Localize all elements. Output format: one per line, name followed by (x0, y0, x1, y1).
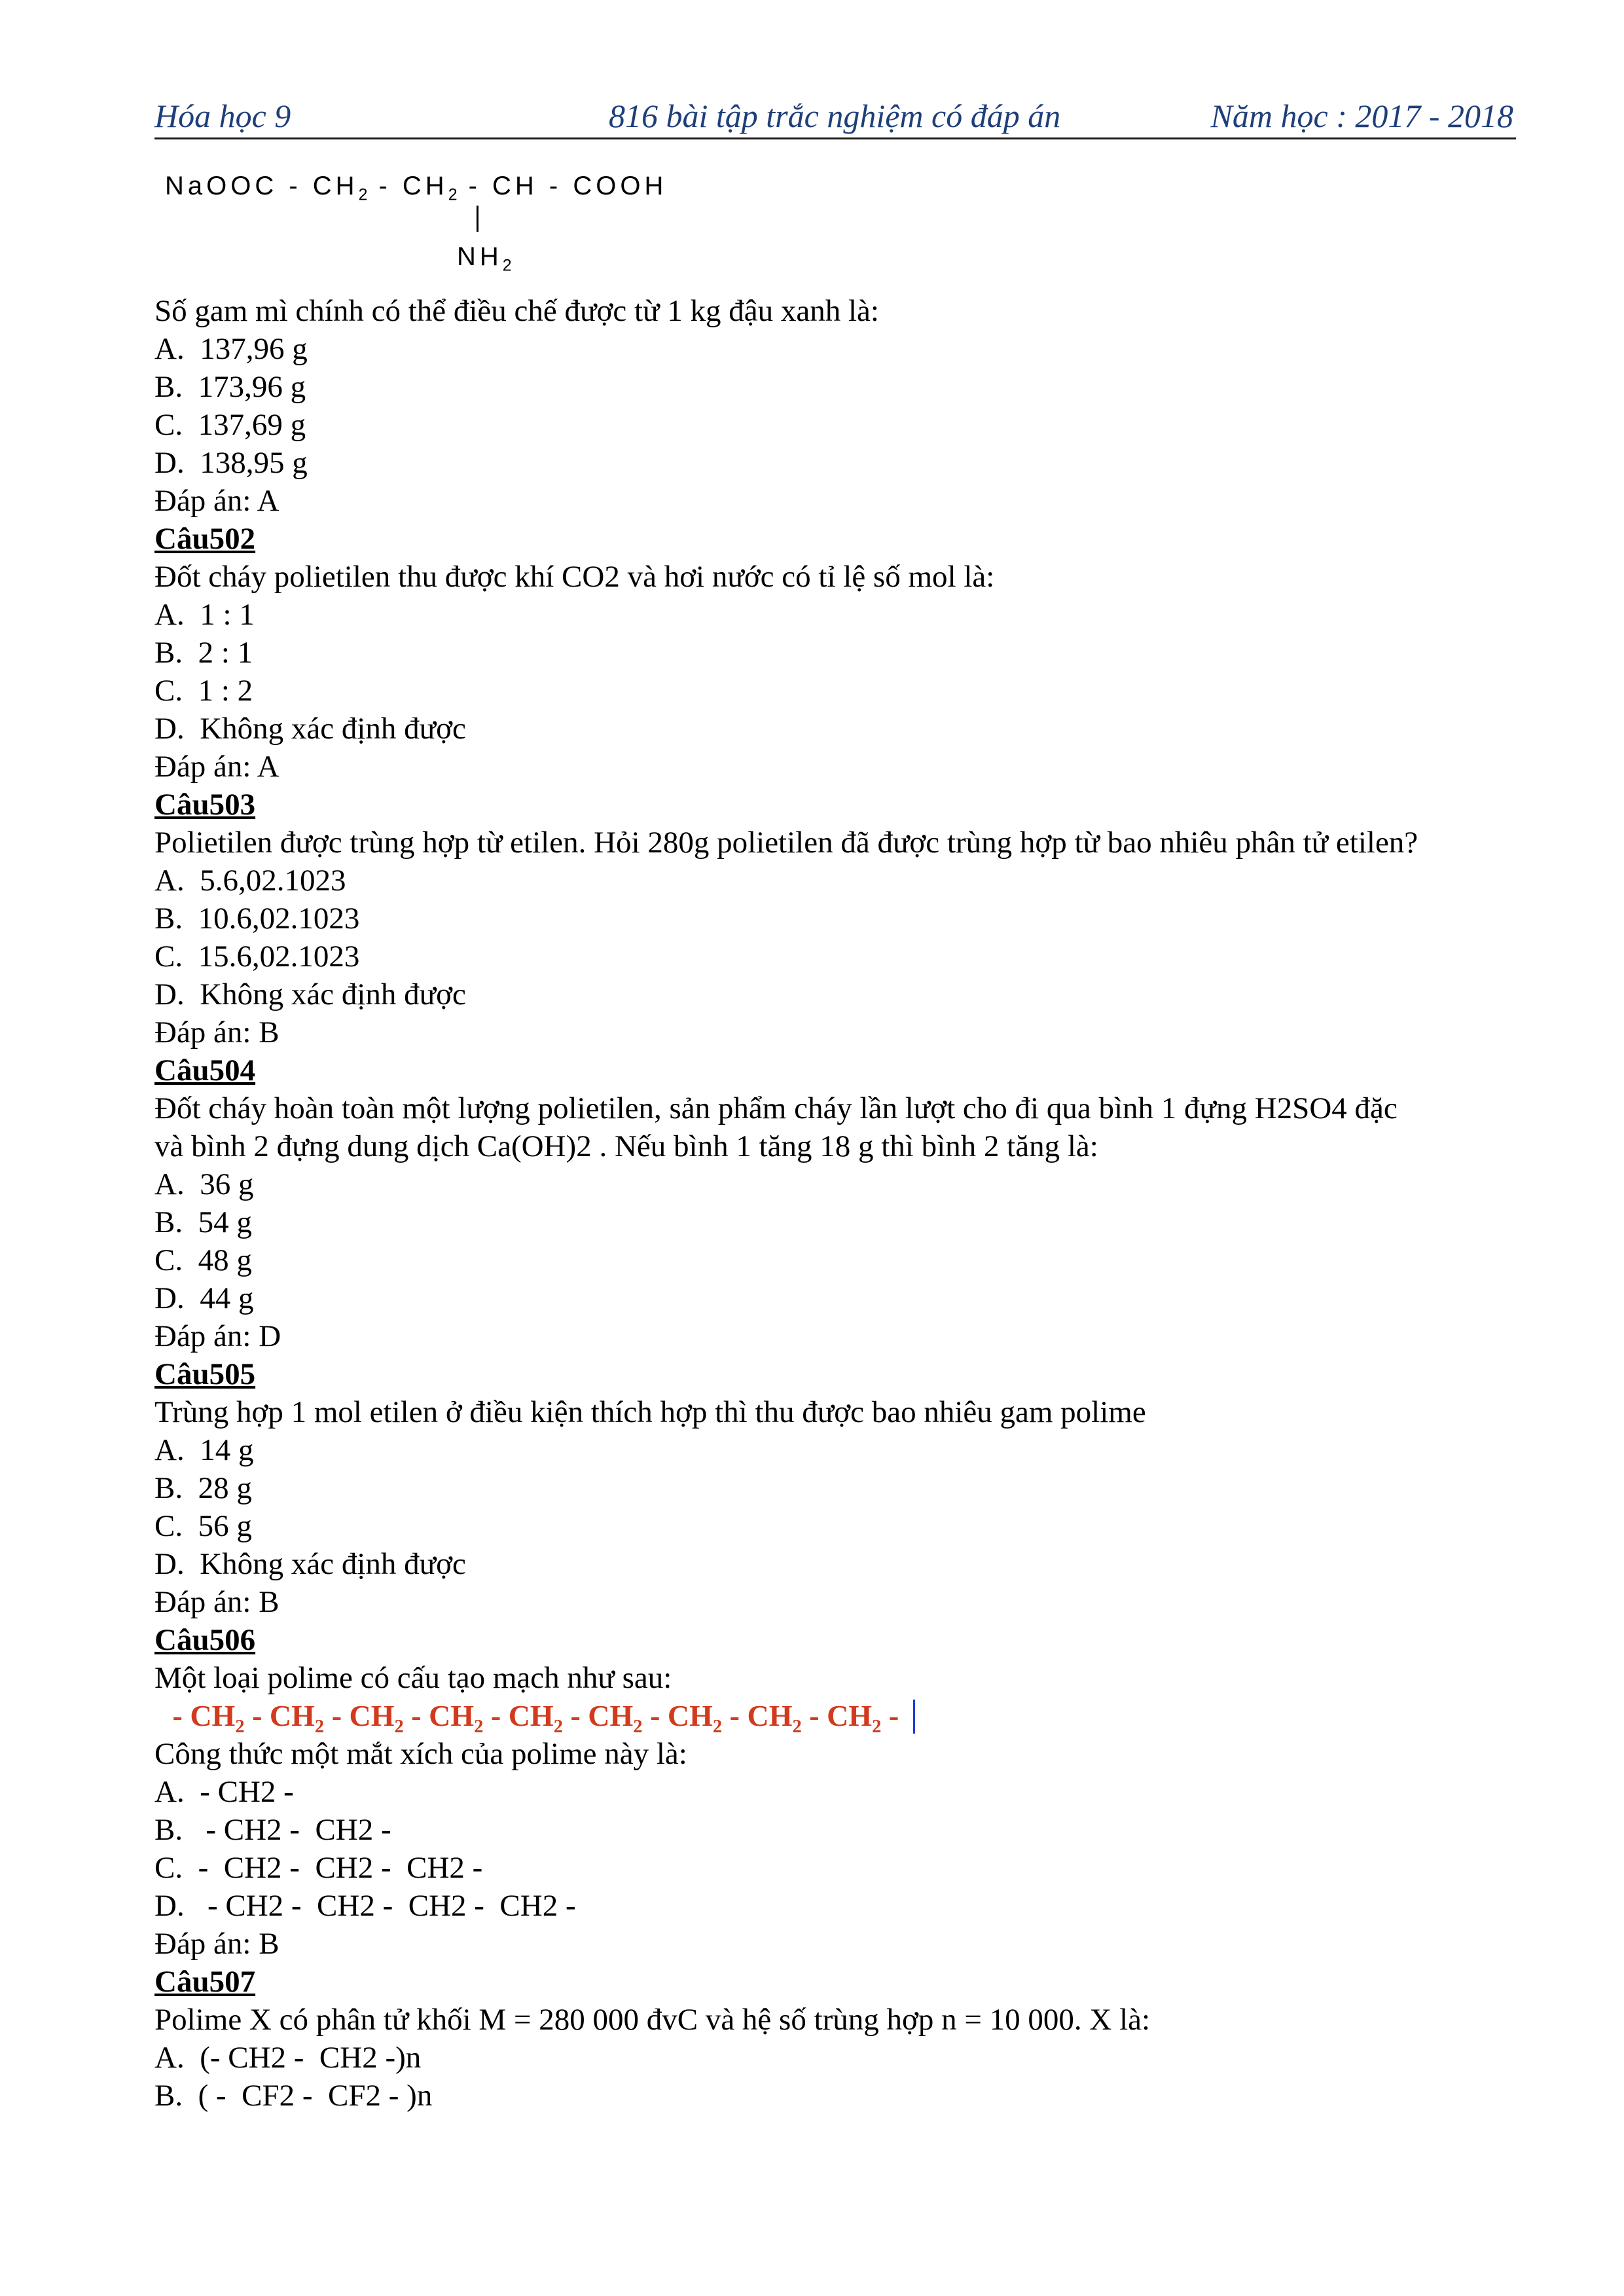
question-502-option-b: B. 2 : 1 (154, 636, 253, 670)
question-502-option-c: C. 1 : 2 (154, 674, 253, 708)
header-subject: Hóa học 9 (154, 98, 291, 134)
question-503-option-b: B. 10.6,02.1023 (154, 902, 360, 936)
question-506-option-c: C. - CH2 - CH2 - CH2 - (154, 1851, 483, 1885)
header-document-title: 816 bài tập trắc nghiệm có đáp án (609, 98, 1061, 134)
question-502-option-d: D. Không xác định được (154, 712, 466, 746)
question-501-option-d: D. 138,95 g (154, 446, 308, 480)
question-504-option-d: D. 44 g (154, 1281, 254, 1315)
question-504-option-c: C. 48 g (154, 1243, 252, 1277)
question-503-text: Polietilen được trùng hợp từ etilen. Hỏi 280g polietilen đã được trùng hợp từ bao nhiêu phân tử etilen? (154, 826, 1418, 860)
formula-amino-group: $NH_2$ (457, 242, 512, 275)
question-502-text: Đốt cháy polietilen thu được khí CO2 và hơi nước có tỉ lệ số mol là: (154, 560, 995, 594)
structural-formula-glutamate (165, 172, 689, 283)
formula-main-chain: NaOOC - $CH_2 - CH_2$ - CH - COOH (165, 172, 668, 204)
question-507-text: Polime X có phân tử khối M = 280 000 đvC và hệ số trùng hợp n = 10 000. X là: (154, 2003, 1151, 2037)
question-503-answer: Đáp án: B (154, 1015, 280, 1049)
question-505-option-b: B. 28 g (154, 1471, 252, 1505)
question-506-option-a: A. - CH2 - (154, 1775, 294, 1809)
question-504-option-a: A. 36 g (154, 1167, 254, 1201)
question-506-text-2: Công thức một mắt xích của polime này là: (154, 1737, 687, 1771)
question-504-answer: Đáp án: D (154, 1319, 281, 1353)
header-school-year: Năm học : 2017 - 2018 (1210, 98, 1513, 134)
question-506-title: Câu506 (154, 1623, 256, 1657)
question-501-option-c: C. 137,69 g (154, 408, 306, 442)
question-503-option-c: C. 15.6,02.1023 (154, 939, 360, 974)
text-cursor-icon (913, 1700, 915, 1734)
question-505-title: Câu505 (154, 1357, 256, 1391)
page-header (154, 92, 1516, 139)
question-507-option-a: A. (- CH2 - CH2 -)n (154, 2041, 422, 2075)
formula-bond-line (477, 206, 478, 232)
question-502-title: Câu502 (154, 522, 256, 556)
question-501-text: Số gam mì chính có thể điều chế được từ 1 kg đậu xanh là: (154, 294, 879, 328)
question-502-option-a: A. 1 : 1 (154, 598, 255, 632)
question-507-option-b: B. ( - CF2 - CF2 - )n (154, 2079, 433, 2113)
polymer-chain-image: - $CH_2 - CH_2 - CH_2 - CH_2 - CH_2 - CH_2 - CH_2 - CH_2 - CH_2$ - (154, 1697, 1516, 1735)
question-505-option-d: D. Không xác định được (154, 1547, 466, 1581)
question-504-option-b: B. 54 g (154, 1205, 252, 1239)
document-body (154, 292, 1516, 2115)
question-501-answer: Đáp án: A (154, 484, 280, 518)
question-501-option-b: B. 173,96 g (154, 370, 306, 404)
question-504-text-line-1: Đốt cháy hoàn toàn một lượng polietilen, sản phẩm cháy lần lượt cho đi qua bình 1 đựng H2SO4 đặc (154, 1091, 1398, 1125)
question-506-answer: Đáp án: B (154, 1927, 280, 1961)
question-503-option-a: A. 5.6,02.1023 (154, 864, 346, 898)
question-503-option-d: D. Không xác định được (154, 977, 466, 1011)
question-502-answer: Đáp án: A (154, 750, 280, 784)
question-503-title: Câu503 (154, 788, 256, 822)
question-506-text: Một loại polime có cấu tạo mạch như sau: (154, 1661, 672, 1695)
question-505-answer: Đáp án: B (154, 1585, 280, 1619)
question-504-title: Câu504 (154, 1053, 256, 1087)
question-506-option-d: D. - CH2 - CH2 - CH2 - CH2 - (154, 1889, 576, 1923)
question-504-text-line-2: và bình 2 đựng dung dịch Ca(OH)2 . Nếu bình 1 tăng 18 g thì bình 2 tăng là: (154, 1129, 1098, 1163)
question-505-text: Trùng hợp 1 mol etilen ở điều kiện thích hợp thì thu được bao nhiêu gam polime (154, 1395, 1146, 1429)
question-507-title: Câu507 (154, 1965, 256, 1999)
question-505-option-a: A. 14 g (154, 1433, 254, 1467)
question-505-option-c: C. 56 g (154, 1509, 252, 1543)
question-506-option-b: B. - CH2 - CH2 - (154, 1813, 391, 1847)
question-501-option-a: A. 137,96 g (154, 332, 308, 366)
